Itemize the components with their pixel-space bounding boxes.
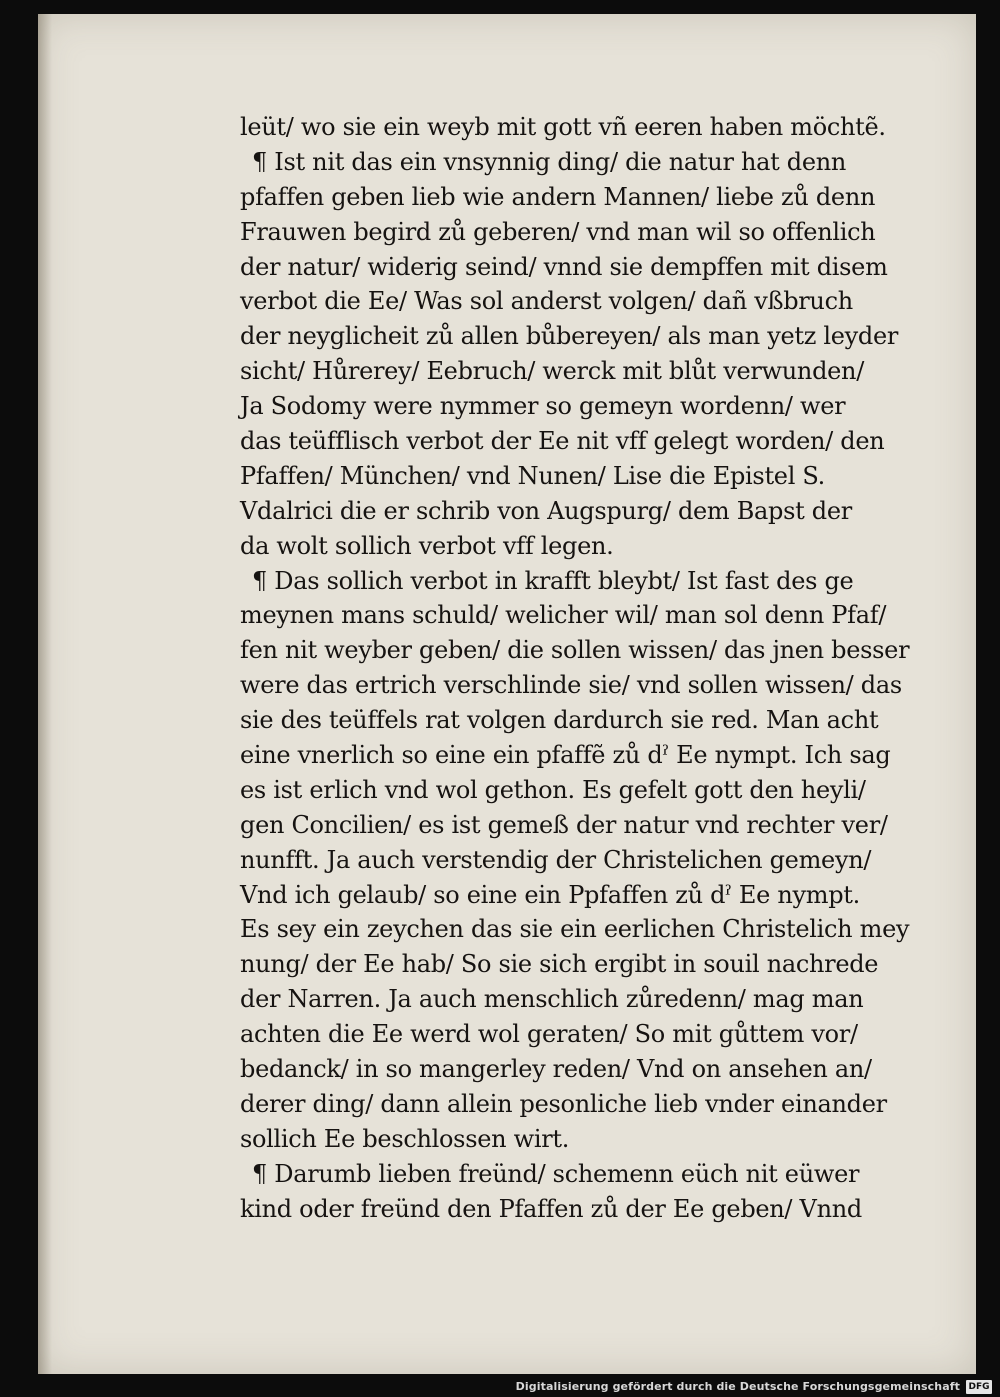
text-line: es ist erlich vnd wol gethon. Es gefelt gott den heyli/ — [240, 775, 866, 804]
text-line: sollich Ee beschlossen wirt. — [240, 1124, 570, 1153]
dfg-logo: DFG — [966, 1380, 992, 1394]
text-line: Frauwen begird zů geberen/ vnd man wil so offenlich — [240, 217, 876, 246]
text-line: eine vnerlich so eine ein pfaffẽ zů dˀ Ee nympt. Ich sag — [240, 741, 891, 770]
page-gutter-shadow — [38, 14, 52, 1374]
text-line: kind oder freünd den Pfaffen zů der Ee geben/ Vnnd — [240, 1194, 862, 1223]
text-line: meynen mans schuld/ welicher wil/ man sol denn Pfaf/ — [240, 601, 887, 630]
text-line: leüt/ wo sie ein weyb mit gott vñ eeren haben möchtẽ. — [240, 113, 886, 141]
text-line: der natur/ widerig seind/ vnnd sie dempffen mit disem — [240, 252, 888, 281]
text-line: ¶ Das sollich verbot in krafft bleybt/ Ist fast des ge — [252, 566, 854, 595]
text-line: Pfaffen/ München/ vnd Nunen/ Lise die Epistel S. — [240, 461, 826, 490]
text-line: were das ertrich verschlinde sie/ vnd sollen wissen/ das — [240, 671, 902, 700]
text-line: ¶ Darumb lieben freünd/ schemenn eüch nit eüwer — [252, 1159, 860, 1188]
funding-credit: Digitalisierung gefördert durch die Deutsche Forschungsgemeinschaft — [515, 1380, 960, 1393]
digitization-footer — [0, 1379, 1000, 1397]
text-line: nunfft. Ja auch verstendig der Christelichen gemeyn/ — [240, 845, 872, 874]
text-line: Es sey ein zeychen das sie ein eerlichen Christelich mey — [240, 915, 910, 944]
text-line: achten die Ee werd wol geraten/ So mit gůttem vor/ — [240, 1020, 858, 1049]
text-line: das teüfflisch verbot der Ee nit vff gelegt worden/ den — [240, 427, 885, 456]
text-line: da wolt sollich verbot vff legen. — [240, 531, 614, 560]
text-line: Vnd ich gelaub/ so eine ein Ppfaffen zů dˀ Ee nympt. — [240, 880, 860, 909]
text-line: gen Concilien/ es ist gemeß der natur vnd rechter ver/ — [240, 810, 888, 839]
text-line: der neyglicheit zů allen bůbereyen/ als man yetz leyder — [240, 322, 899, 351]
text-line: bedanck/ in so mangerley reden/ Vnd on ansehen an/ — [240, 1055, 872, 1084]
text-line: verbot die Ee/ Was sol anderst volgen/ dañ vßbruch — [240, 287, 853, 316]
text-line: Ja Sodomy were nymmer so gemeyn wordenn/ wer — [240, 392, 846, 421]
text-line: sie des teüffels rat volgen dardurch sie red. Man acht — [240, 706, 879, 735]
page-text-block — [240, 110, 950, 1227]
text-line: derer ding/ dann allein pesonliche lieb vnder einander — [240, 1089, 887, 1118]
text-line: der Narren. Ja auch menschlich zůredenn/ mag man — [240, 985, 864, 1014]
text-line: sicht/ Hůrerey/ Eebruch/ werck mit blůt verwunden/ — [240, 357, 865, 386]
text-line: nung/ der Ee hab/ So sie sich ergibt in souil nachrede — [240, 950, 879, 979]
text-line: ¶ Ist nit das ein vnsynnig ding/ die natur hat denn — [252, 147, 847, 176]
text-line: fen nit weyber geben/ die sollen wissen/ das jnen besser — [240, 636, 910, 665]
text-line: Vdalrici die er schrib von Augspurg/ dem Bapst der — [240, 496, 852, 525]
text-line: pfaffen geben lieb wie andern Mannen/ liebe zů denn — [240, 182, 876, 211]
